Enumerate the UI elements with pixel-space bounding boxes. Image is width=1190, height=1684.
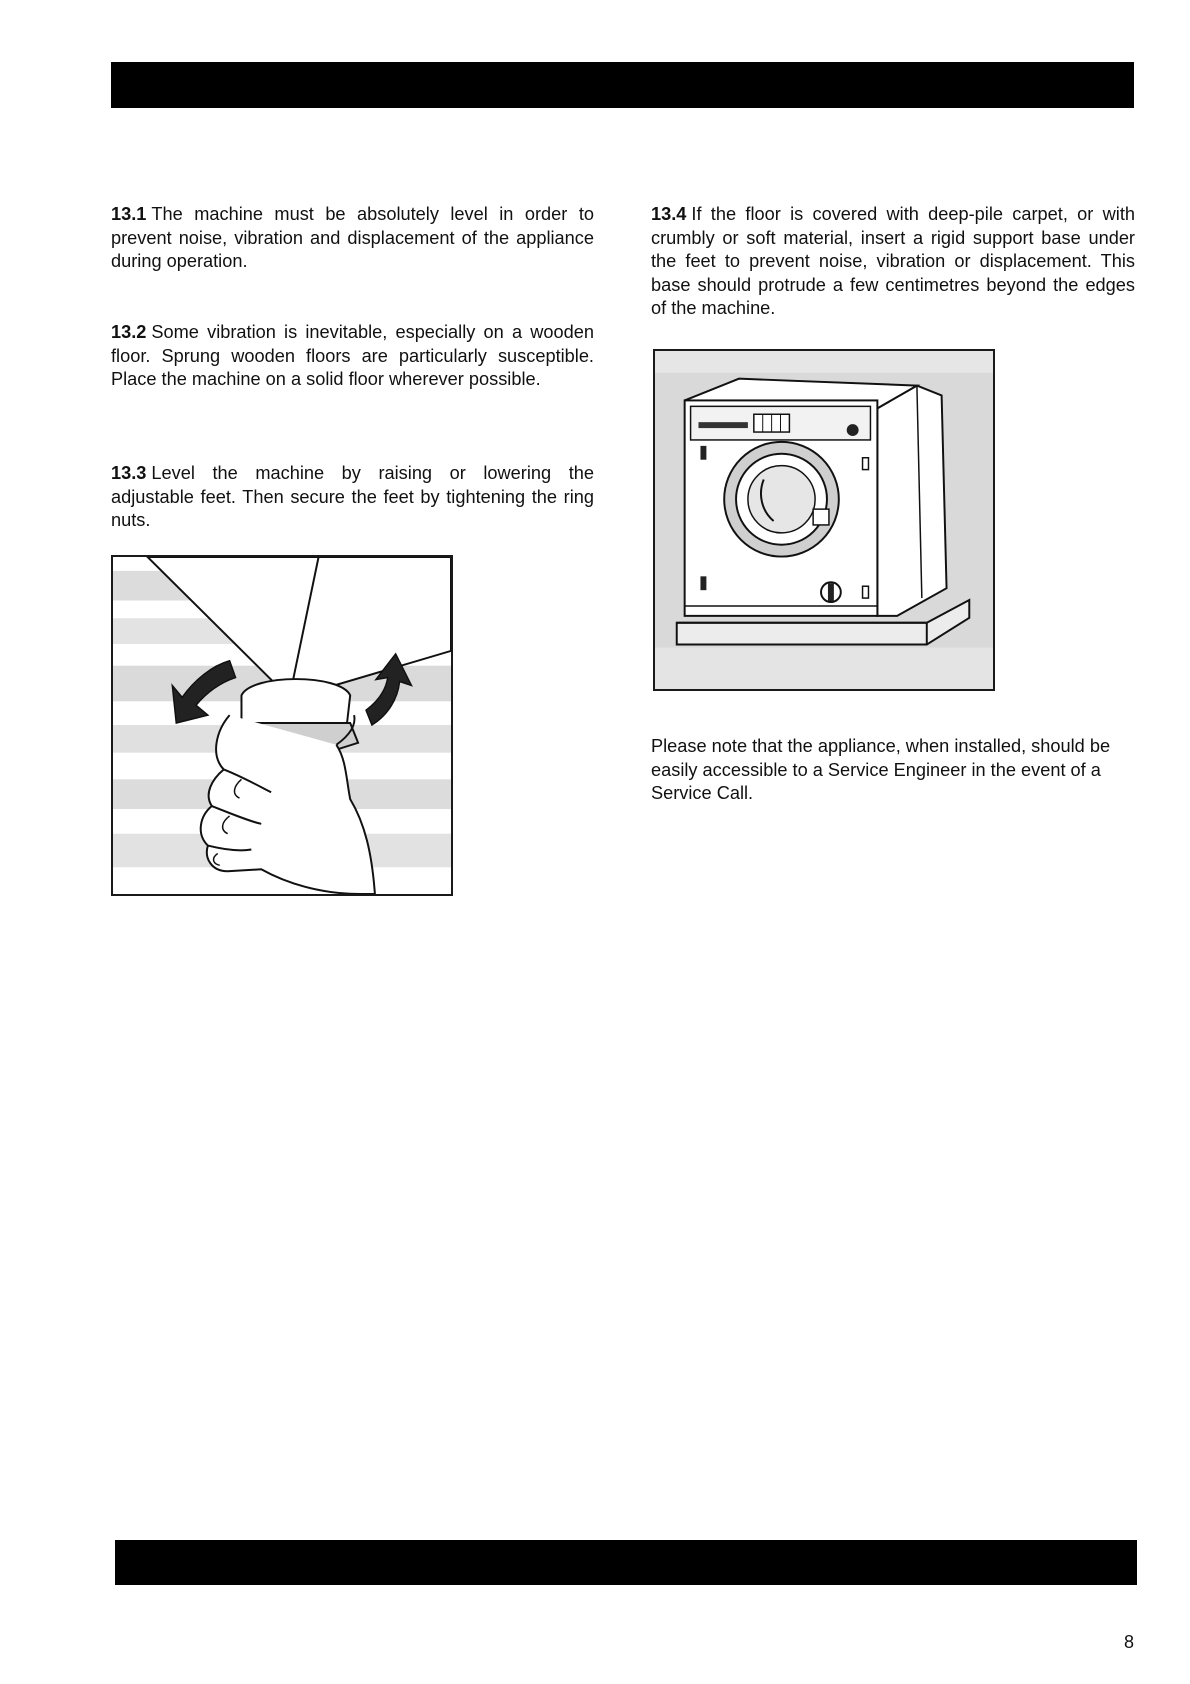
paragraph-13-4 <box>651 203 1135 321</box>
section-number: 13.3 <box>111 463 147 483</box>
paragraph-13-1 <box>111 203 594 274</box>
paragraph-13-3 <box>111 462 594 533</box>
section-number: 13.4 <box>651 204 687 224</box>
section-number: 13.1 <box>111 204 147 224</box>
page-number: 8 <box>1124 1632 1135 1652</box>
section-text: If the floor is covered with deep-pile carpet, or with crumbly or soft material, insert a rigid support base under the feet to prevent noise, vibration or displacement. This base should protrude a few centimetres beyond the edges of the machine. <box>651 204 1135 319</box>
hand-adjusting-foot-drawing <box>113 557 451 894</box>
section-text: Some vibration is inevitable, especially on a wooden floor. Sprung wooden floors are particularly susceptible. Place the machine on a solid floor wherever possible. <box>111 322 594 390</box>
paragraph-13-2 <box>111 321 594 392</box>
footer-bar <box>115 1540 1137 1585</box>
washing-machine-on-base-illustration <box>653 349 995 691</box>
header-bar <box>111 62 1134 108</box>
adjustable-feet-illustration <box>111 555 453 896</box>
section-text: Level the machine by raising or lowering the adjustable feet. Then secure the feet by tightening the ring nuts. <box>111 463 594 531</box>
washing-machine-drawing <box>655 351 993 689</box>
section-text: The machine must be absolutely level in order to prevent noise, vibration and displacement of the appliance during operation. <box>111 204 594 272</box>
section-number: 13.2 <box>111 322 147 342</box>
service-access-note: Please note that the appliance, when installed, should be easily accessible to a Service Engineer in the event of a Service Call. <box>651 736 1111 804</box>
